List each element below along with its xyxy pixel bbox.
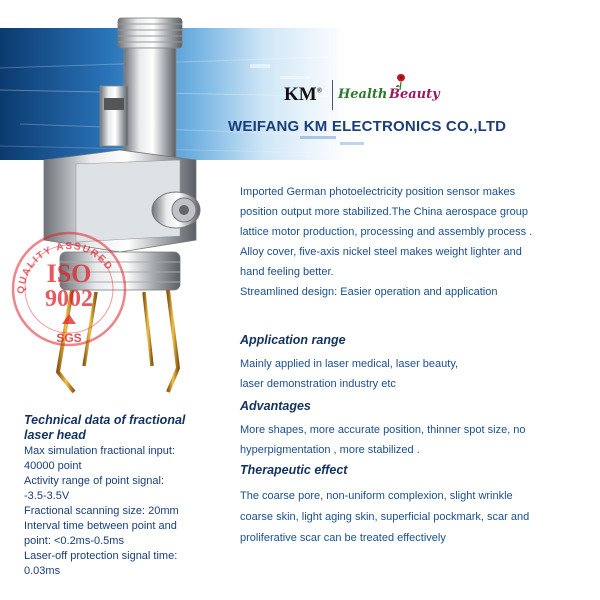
- technical-line: -3.5-3.5V: [24, 490, 70, 502]
- company-logo: [272, 70, 592, 124]
- technical-heading-line: laser head: [24, 428, 86, 442]
- stamp-iso-text: ISO: [46, 259, 92, 288]
- application-range-text: [240, 354, 590, 394]
- therapeutic-effect-text: [240, 486, 590, 549]
- technical-line: Fractional scanning size: 20mm: [24, 505, 179, 517]
- advantages-text: [240, 420, 590, 460]
- therapeutic-line: The coarse pore, non-uniform complexion, slight wrinkle: [240, 490, 513, 502]
- logo-health-text: Health: [338, 87, 388, 102]
- logo-divider: [332, 80, 333, 110]
- technical-line: Max simulation fractional input:: [24, 445, 176, 457]
- technical-heading-line: Technical data of fractional: [24, 413, 186, 427]
- intro-paragraph: [240, 182, 590, 302]
- technical-line: 40000 point: [24, 460, 82, 472]
- advantages-line: hyperpigmentation , more stabilized .: [240, 444, 420, 456]
- intro-line: Imported German photoelectricity position sensor makes: [240, 186, 516, 198]
- application-line: Mainly applied in laser medical, laser beauty,: [240, 358, 459, 370]
- technical-line: point: <0.2ms-0.5ms: [24, 535, 124, 547]
- intro-line: Alloy cover, five-axis nickel steel makes weight lighter and: [240, 246, 522, 258]
- intro-line: Streamlined design: Easier operation and application: [240, 286, 498, 298]
- company-name: WEIFANG KM ELECTRONICS CO.,LTD: [228, 118, 507, 135]
- application-line: laser demonstration industry etc: [240, 378, 396, 390]
- advantages-line: More shapes, more accurate position, thinner spot size, no: [240, 424, 526, 436]
- iso-9002-quality-stamp: [4, 224, 134, 354]
- application-range-heading: Application range: [240, 333, 346, 347]
- stamp-number-text: 9002: [45, 286, 93, 312]
- logo-km-text: KM®: [284, 84, 322, 105]
- intro-line: lattice motor production, processing and assembly process .: [240, 226, 533, 238]
- logo-beauty-text: Beauty: [389, 87, 440, 102]
- technical-line: Interval time between point and: [24, 520, 177, 532]
- therapeutic-effect-heading: Therapeutic effect: [240, 463, 348, 477]
- technical-line: Laser-off protection signal time:: [24, 550, 178, 562]
- stamp-arrow-icon: [62, 314, 76, 324]
- technical-line: 0.03ms: [24, 565, 61, 577]
- intro-line: hand feeling better.: [240, 266, 334, 278]
- advantages-heading: Advantages: [240, 399, 311, 413]
- technical-data-heading: [24, 413, 224, 443]
- registered-mark: ®: [316, 86, 322, 95]
- intro-line: position output more stabilized.The China aerospace group: [240, 206, 529, 218]
- therapeutic-line: proliferative scar can be treated effectively: [240, 532, 446, 544]
- technical-data-list: [24, 444, 234, 579]
- technical-line: Activity range of point signal:: [24, 475, 165, 487]
- therapeutic-line: coarse skin, light aging skin, superficial pockmark, scar and: [240, 511, 530, 523]
- stamp-sgs-text: SGS: [56, 331, 82, 345]
- stamp-arc-text: QUALITY ASSURED: [15, 240, 115, 295]
